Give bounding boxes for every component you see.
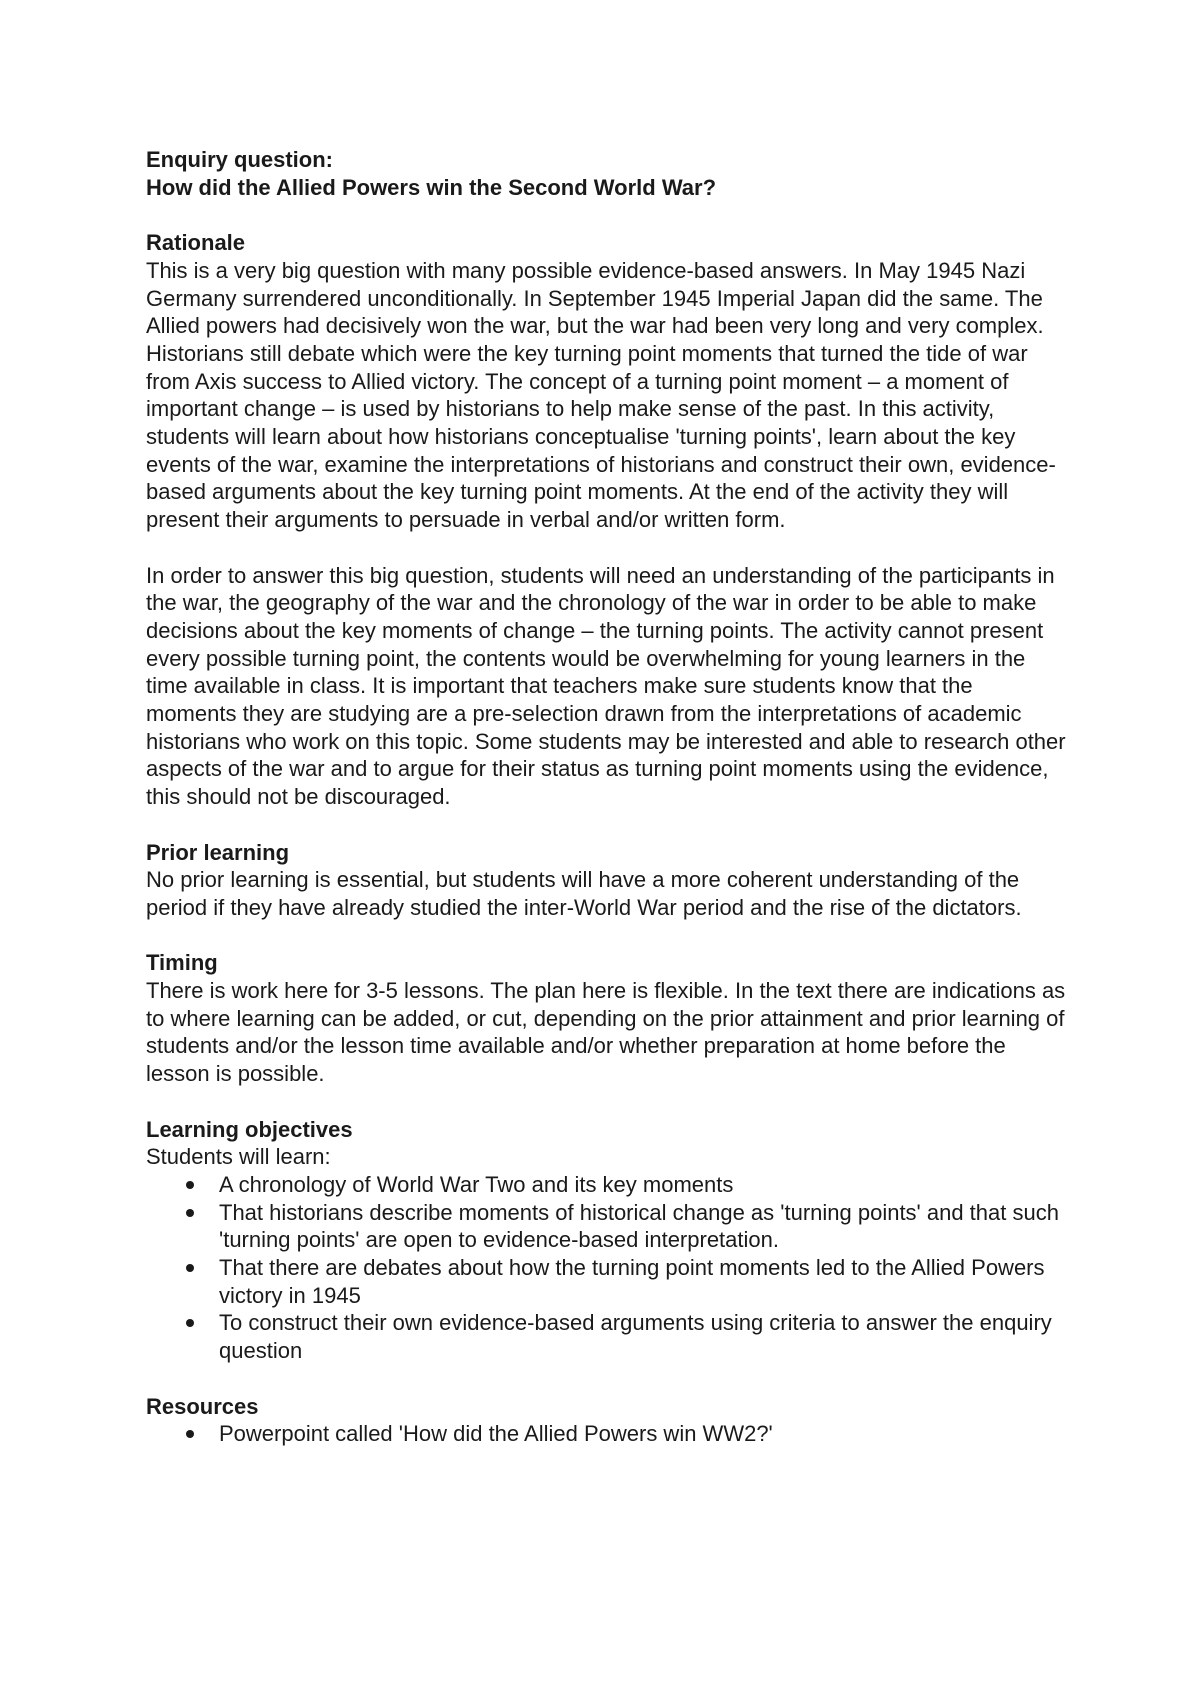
list-item-text: That historians describe moments of historical change as 'turning points' and that such 'turning points' are open to evidence-based interpretation. <box>219 1199 1059 1253</box>
spacer <box>146 922 1068 950</box>
timing-heading: Timing <box>146 950 218 976</box>
bullet-icon <box>186 1181 194 1189</box>
rationale-paragraph-1: This is a very big question with many possible evidence-based answers. In May 1945 Nazi Germany surrendered unconditionally. In September 1945 Imperial Japan did the same. The Allied powers had decisively won the war, but the war had been very long and very complex. Historians still debate which were the key turning point moments that turned the tide of war from Axis success to Allied victory. The concept of a turning point moment – a moment of important change – is used by historians to help make sense of the past. In this activity, students will learn about how historians conceptualise 'turning points', learn about the key events of the war, examine the interpretations of historians and construct their own, evidence-based arguments about the key turning point moments. At the end of the activity they will present their arguments to persuade in verbal and/or written form. <box>146 257 1056 533</box>
prior-learning-text: No prior learning is essential, but students will have a more coherent understanding of the period if they have already studied the inter-World War period and the rise of the dictators. <box>146 867 1022 920</box>
bullet-icon <box>186 1209 194 1217</box>
spacer <box>146 201 1068 229</box>
list-item-text: To construct their own evidence-based arguments using criteria to answer the enquiry question <box>219 1310 1052 1364</box>
list-item-text: That there are debates about how the turning point moments led to the Allied Powers victory in 1945 <box>219 1255 1045 1308</box>
resources-heading: Resources <box>146 1393 259 1419</box>
timing-text: There is work here for 3-5 lessons. The plan here is flexible. In the text there are indications as to where learning can be added, or cut, depending on the prior attainment and prior learning of students and/or the lesson time available and/or whether preparation at home before the lesson is possible. <box>146 978 1066 1087</box>
prior-learning-heading: Prior learning <box>146 839 290 865</box>
list-item <box>146 1171 1068 1199</box>
resources-list <box>146 1420 1068 1448</box>
rationale-heading: Rationale <box>146 230 246 256</box>
list-item <box>146 1309 1068 1364</box>
list-item <box>146 1199 1068 1254</box>
bullet-icon <box>186 1264 194 1272</box>
spacer <box>146 1365 1068 1393</box>
spacer <box>146 534 1068 562</box>
enquiry-label: Enquiry question: <box>146 147 333 172</box>
list-item <box>146 1420 1068 1448</box>
spacer <box>146 1088 1068 1116</box>
learning-objectives-list <box>146 1171 1068 1365</box>
rationale-paragraph-2: In order to answer this big question, students will need an understanding of the participants in the war, the geography of the war and the chronology of the war in order to be able to make decisions about the key moments of change – the turning points. The activity cannot present every possible turning point, the contents would be overwhelming for young learners in the time available in class. It is important that teachers make sure students know that the moments they are studying are a pre-selection drawn from the interpretations of academic historians who work on this topic. Some students may be interested and able to research other aspects of the war and to argue for their status as turning point moments using the evidence, this should not be discouraged. <box>146 562 1066 810</box>
learning-objectives-intro: Students will learn: <box>146 1144 331 1170</box>
list-item-text: A chronology of World War Two and its key moments <box>219 1171 734 1197</box>
spacer <box>146 811 1068 839</box>
document-page <box>146 146 1068 1448</box>
list-item-text: Powerpoint called 'How did the Allied Powers win WW2?' <box>219 1421 773 1447</box>
bullet-icon <box>186 1430 194 1438</box>
learning-objectives-heading: Learning objectives <box>146 1116 353 1142</box>
list-item <box>146 1254 1068 1309</box>
bullet-icon <box>186 1319 194 1327</box>
enquiry-question: How did the Allied Powers win the Second World War? <box>146 174 717 200</box>
